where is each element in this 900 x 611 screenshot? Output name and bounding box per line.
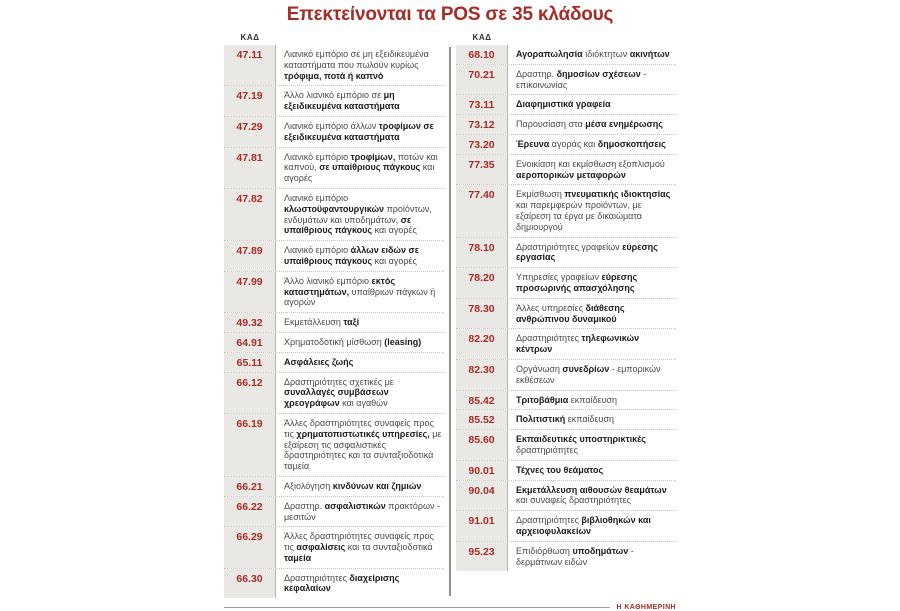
description-text: Δραστηριότητες [284,572,350,583]
kad-code: 90.04 [456,481,508,511]
table-row [456,391,676,411]
table-row [224,569,444,599]
sector-description [276,45,444,85]
kad-code: 47.29 [224,117,276,147]
table-row [224,353,444,373]
sector-description [508,65,676,95]
description-emphasis: διάθεσης ανθρώπινου δυναμικού [516,302,625,324]
table-row [456,95,676,115]
description-emphasis: τρόφιμα, ποτά ή καπνό [284,70,384,81]
kad-code: 66.22 [224,497,276,527]
sector-description [508,135,676,154]
table-row [456,135,676,155]
sector-description [276,414,444,476]
description-emphasis: πνευματικής ιδιοκτησίας [564,189,671,200]
kad-code: 66.29 [224,527,276,567]
right-column-header: ΚΑΔ [472,33,492,42]
description-text: ποτών και καπνού, [284,151,438,173]
description-text: Δραστηρ. [516,68,557,79]
description-text: Αξιολόγηση [284,480,333,491]
description-emphasis: Τέχνες του θεάματος [516,464,604,475]
description-text: πρακτόρων - μεσιτών [284,500,440,522]
description-emphasis: χρηματοπιστωτικές υπηρεσίες, [296,428,430,439]
description-emphasis: ασφαλιστικών [324,500,386,511]
table-row [224,497,444,528]
kad-code: 85.42 [456,391,508,410]
description-emphasis: βιβλιοθηκών και αρχειοφυλακείων [516,515,651,536]
kad-code: 68.10 [456,45,508,64]
description-text: Λιανικό εμπόριο σε μη εξειδικευμένα καταστήματα που πωλούν κυρίως [284,49,429,70]
description-text: Λιανικό εμπόριο [284,245,351,256]
description-text: και συναφείς δραστηριότητες [516,495,631,506]
sector-description [276,241,444,271]
left-rows [224,45,444,598]
description-emphasis: Αγοραπωλησία [516,49,583,59]
table-row [456,410,676,430]
sector-description [508,115,676,134]
kad-code: 82.30 [456,360,508,390]
table-row [224,117,444,148]
description-emphasis: Εκμετάλλευση αιθουσών θεαμάτων [516,484,667,495]
kad-code: 47.89 [224,241,276,271]
sector-description [276,497,444,527]
kad-code: 85.60 [456,430,508,460]
column-divider [449,47,451,596]
description-emphasis: (leasing) [384,336,422,347]
sector-description [508,155,676,185]
description-emphasis: Εκπαιδευτικές υποστηρικτικές [516,434,646,445]
description-text: Χρηματοδοτική μίσθωση [284,336,385,347]
description-text: - επικοινωνίας [516,68,647,90]
sector-description [508,391,676,410]
description-text: Λιανικό εμπόριο [284,192,349,203]
kad-code: 78.20 [456,268,508,298]
sector-description [276,189,444,240]
sector-description [276,272,444,312]
description-text: Άλλες δραστηριότητες συναφείς προς τις [284,417,434,439]
table-row [224,373,444,414]
table-row [456,329,676,360]
table-row [456,360,676,391]
kad-code: 91.01 [456,511,508,541]
table-row [456,185,676,237]
description-text: και αγορές [372,255,417,266]
description-emphasis: Διαφημιστικά γραφεία [516,99,611,110]
kad-code: 64.91 [224,333,276,352]
description-emphasis: Ασφάλειες ζωής [284,356,354,367]
sector-description [276,148,444,188]
description-emphasis: Έρευνα [516,138,550,149]
table-row [456,238,676,269]
description-emphasis: εκτός καταστημάτων, [284,275,395,297]
sector-description [276,373,444,413]
description-text: Λιανικό εμπόριο [284,151,351,162]
table-row [224,477,444,497]
kad-code: 73.11 [456,95,508,114]
right-column [456,33,676,598]
description-text: Δραστηριότητες [516,333,582,344]
kad-code: 77.35 [456,155,508,185]
sector-description [508,430,676,460]
table-row [456,65,676,96]
description-text: δραστηριότητες [516,444,578,455]
kad-code: 65.11 [224,353,276,372]
description-text: και αγαθών [339,398,388,409]
kad-code: 66.12 [224,373,276,413]
description-text: Εκμίσθωση [516,189,565,200]
description-emphasis: κλωστοϋφαντουργικών [284,203,385,214]
kad-code: 78.30 [456,299,508,329]
footer [224,604,676,611]
description-emphasis: ταξί [343,317,360,328]
kad-code: 70.21 [456,65,508,95]
sectors-table [224,33,676,598]
sector-description [508,185,676,236]
description-emphasis: συναλλαγές συμβάσεων χρεογράφων [284,387,389,409]
description-text: Οργάνωση [516,363,563,374]
description-emphasis: τροφίμων σε εξειδικευμένα καταστήματα [284,120,434,142]
description-text: με εξαίρεση τις ασφαλιστικές δραστηριότητες και τα συνταξιοδοτικά ταμεία [284,428,442,472]
kad-code: 47.19 [224,86,276,116]
description-text: - δερμάτινων ειδών [516,545,634,567]
sector-description [276,86,444,116]
description-emphasis: διαχείρισης κεφαλαίων [284,572,400,594]
table-row [456,481,676,512]
source-logo: Η ΚΑΘΗΜΕΡΙΝΗ [616,604,676,611]
description-text: Άλλες δραστηριότητες συναφείς προς τις [284,531,434,553]
description-text: - εμπορικών εκθέσεων [516,363,661,385]
table-row [224,86,444,117]
description-emphasis: κινδύνων και ζημιών [332,480,422,491]
description-text: υπαίθριων πάγκων ή αγορών [284,286,436,308]
description-emphasis: σε υπαίθριους πάγκους [319,162,421,173]
description-emphasis: τροφίμων, [350,151,396,162]
sector-description [508,481,676,511]
sector-description [508,329,676,359]
sector-description [508,410,676,429]
sector-description [508,238,676,268]
description-text: και τα συνταξιοδοτικά [345,542,433,553]
footer-divider [224,607,610,608]
table-row [224,45,444,86]
kad-code: 82.20 [456,329,508,359]
kad-code: 78.10 [456,238,508,268]
description-text: αγοράς και [549,138,598,149]
kad-code: 66.21 [224,477,276,496]
sector-description [508,268,676,298]
kad-code: 49.32 [224,313,276,332]
kad-code: 73.20 [456,135,508,154]
description-emphasis: άλλων ειδών σε υπαίθριους πάγκους [284,245,419,266]
kad-code: 47.82 [224,189,276,240]
table-row [224,241,444,272]
description-emphasis: μέσα ενημέρωσης [585,119,663,130]
description-emphasis: υποδημάτων [572,545,629,556]
kad-code: 47.81 [224,148,276,188]
sector-description [508,95,676,114]
table-row [456,511,676,542]
description-emphasis: Πολιτιστική [516,414,566,425]
sector-description [508,299,676,329]
right-rows [456,45,676,571]
sector-description [276,313,444,332]
sector-description [508,45,676,64]
description-text: Άλλο λιανικό εμπόριο σε [284,90,384,101]
sector-description [508,542,676,572]
table-row [224,272,444,313]
description-text: και αγορές [372,225,417,236]
table-row [456,115,676,135]
description-text: Δραστηρ. [284,500,325,511]
table-row [224,189,444,241]
description-text: Άλλες υπηρεσίες [516,302,586,313]
description-emphasis: συνεδρίων [562,363,610,374]
kad-code: 90.01 [456,461,508,480]
sector-description [276,117,444,147]
description-text: και αγορές [284,162,435,184]
table-row [224,333,444,353]
table-row [456,461,676,481]
description-text: ιδιόκτητων [582,49,630,59]
kad-code: 66.30 [224,569,276,599]
description-emphasis: εύρεσης προσωρινής απασχόλησης [516,272,638,293]
kad-code: 95.23 [456,542,508,572]
sector-description [276,333,444,352]
description-emphasis: δημοσίων σχέσεων [556,68,641,79]
description-emphasis: τηλεφωνικών κέντρων [516,333,640,355]
description-text: Παρουσίαση στα [516,119,586,130]
table-row [224,527,444,568]
description-emphasis: δημοσκοπήσεις [597,138,666,149]
description-text: εκπαίδευση [565,414,615,425]
description-emphasis: ασφαλίσεις [296,542,346,553]
description-text: Λιανικό εμπόριο άλλων [284,120,379,131]
table-row [456,155,676,186]
description-emphasis: αεροπορικών μεταφορών [516,169,626,180]
kad-code: 47.11 [224,45,276,85]
sector-description [508,461,676,480]
description-text: Επιδιόρθωση [516,545,573,556]
description-text: Δραστηριότητες [516,515,582,526]
kad-code: 73.12 [456,115,508,134]
table-row [456,268,676,299]
description-emphasis: ακινήτων [629,49,670,59]
table-row [224,148,444,189]
kad-code: 77.40 [456,185,508,236]
left-column-header: ΚΑΔ [240,33,260,42]
description-text: Δραστηριότητες σχετικές με [284,376,394,387]
description-emphasis: σε υπαίθριους πάγκους [284,214,412,236]
description-text: και παρεμφερών προϊόντων, με εξαίρεση τα έργα με δικαιώματα δημιουργού [516,200,643,232]
pos-sectors-infographic [224,0,676,611]
description-text: Άλλο λιανικό εμπόριο [284,275,372,286]
description-text: Ενοικίαση και εκμίσθωση εξοπλισμού [516,158,665,169]
table-row [456,542,676,572]
description-text: Δραστηριότητες γραφείων [516,241,623,252]
sector-description [276,353,444,372]
kad-code: 66.19 [224,414,276,476]
sector-description [276,477,444,496]
left-column [224,33,444,598]
sector-description [276,527,444,567]
table-row [224,313,444,333]
table-row [456,45,676,65]
description-text: Υπηρεσίες γραφείων [516,272,602,283]
description-text: προϊόντων, ενδυμάτων και υποδημάτων, [284,203,432,225]
kad-code: 47.99 [224,272,276,312]
sector-description [276,569,444,599]
description-emphasis: εύρεσης εργασίας [516,241,658,263]
description-emphasis: μη εξειδικευμένα καταστήματα [284,90,400,112]
description-emphasis: ταμεία [284,552,312,563]
description-text: εκπαίδευση [568,394,618,405]
table-row [456,299,676,330]
kad-code: 85.52 [456,410,508,429]
page-title: Επεκτείνονται τα POS σε 35 κλάδους [286,4,614,25]
sector-description [508,360,676,390]
sector-description [508,511,676,541]
table-row [456,430,676,461]
table-row [224,414,444,477]
description-emphasis: Τριτοβάθμια [516,394,569,405]
description-text: Εκμετάλλευση [284,317,344,328]
